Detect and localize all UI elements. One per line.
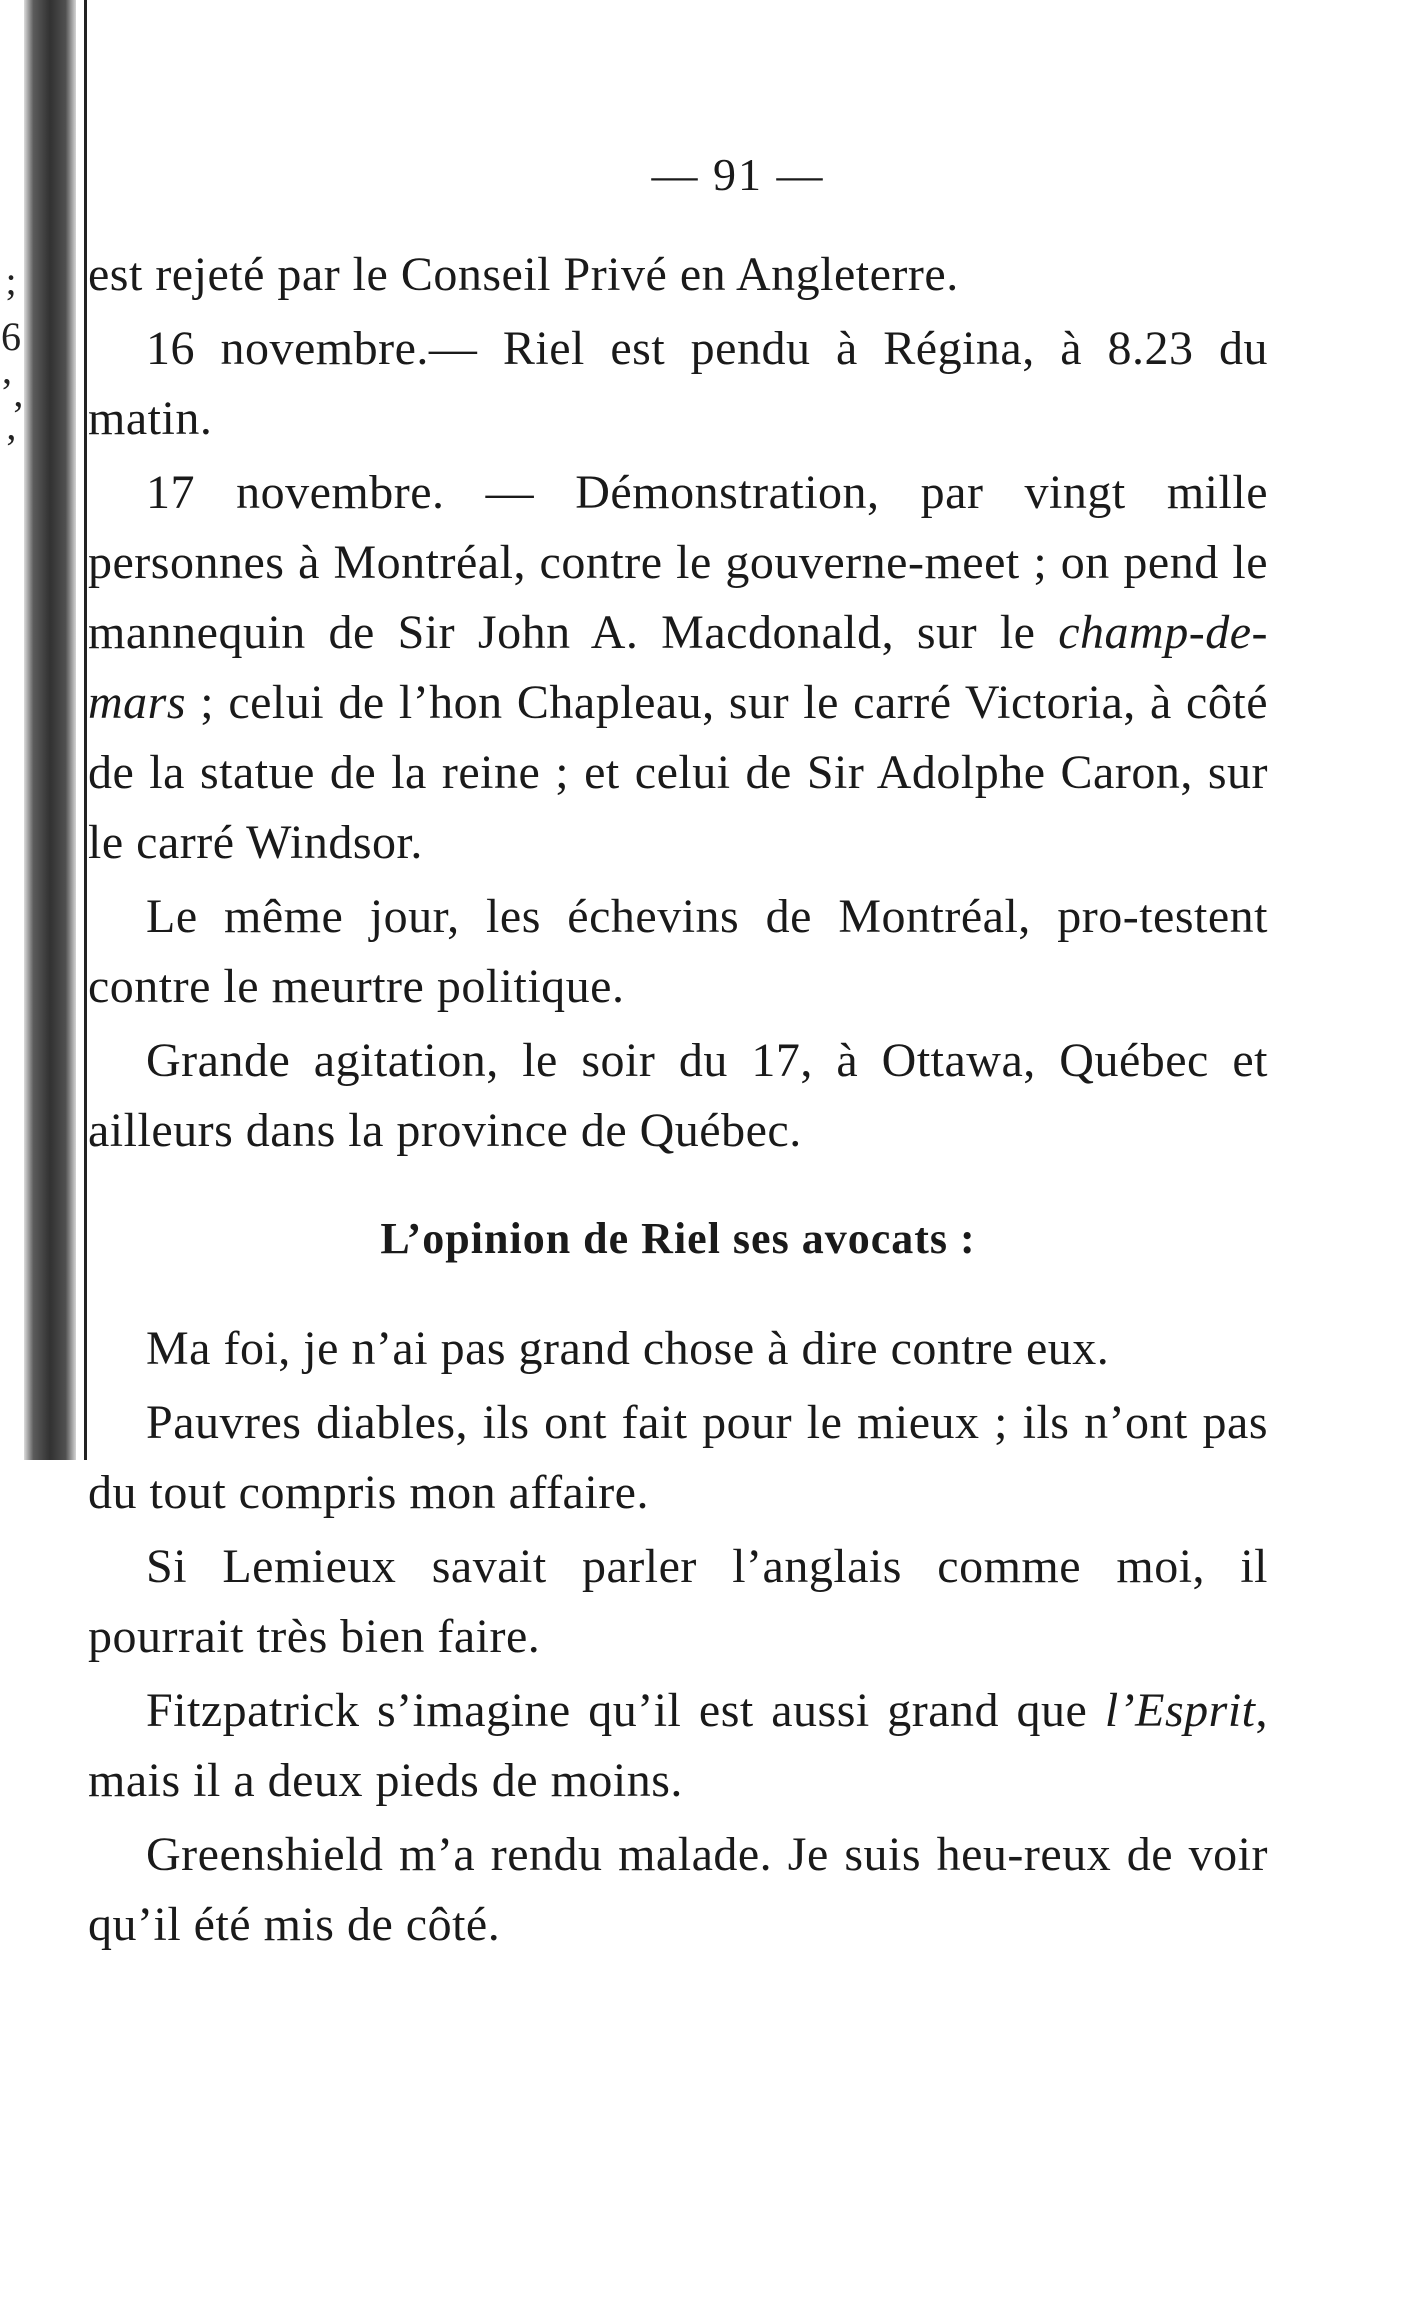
binding-edge-line [84, 0, 87, 1460]
section-heading: L’opinion de Riel ses avocats : [380, 1214, 976, 1263]
paragraph: Le même jour, les échevins de Montréal, pro-testent contre le meurtre politique. [88, 890, 1268, 1013]
paragraph: 16 novembre.— Riel est pendu à Régina, à 8.23 du matin. [88, 322, 1268, 445]
paragraph: Pauvres diables, ils ont fait pour le mieux ; ils n’ont pas du tout compris mon affaire. [88, 1396, 1268, 1519]
paragraph-text: 17 novembre. — Démonstration, par vingt mille personnes à Montréal, contre le gouverne-meet ; on pend le mannequin de Sir John A. Macdonald, sur le [88, 466, 1268, 659]
edge-marks [0, 250, 22, 474]
paragraph [88, 458, 1268, 878]
paragraph: Ma foi, je n’ai pas grand chose à dire contre eux. [146, 1322, 1110, 1375]
paragraph-text: ; celui de l’hon Chapleau, sur le carré Victoria, à côté de la statue de la reine ; et celui de Sir Adolphe Caron, sur le carré Windsor. [88, 676, 1268, 869]
edge-mark: 6 [1, 314, 21, 359]
edge-mark: ʼ, [0, 370, 24, 415]
paragraph-text: , mais il a deux pieds de moins. [88, 1684, 1268, 1807]
paragraph [88, 1676, 1268, 1816]
paragraph: Greenshield m’a rendu malade. Je suis heu-reux de voir qu’il été mis de côté. [88, 1828, 1268, 1951]
paragraph-text: Fitzpatrick s’imagine qu’il est aussi grand que [146, 1684, 1105, 1737]
page-content [88, 140, 1268, 1960]
edge-mark: ; [5, 258, 17, 303]
paragraph: Si Lemieux savait parler l’anglais comme moi, il pourrait très bien faire. [88, 1540, 1268, 1663]
italic-term: champ-de-mars [88, 606, 1268, 729]
italic-term: l’Esprit [1104, 1684, 1256, 1737]
page-number: — 91 — [651, 149, 825, 200]
book-binding-shadow [24, 0, 76, 1460]
paragraph: est rejeté par le Conseil Privé en Angleterre. [88, 248, 959, 301]
paragraph: Grande agitation, le soir du 17, à Ottawa, Québec et ailleurs dans la province de Québec. [88, 1034, 1268, 1157]
edge-mark: ʼ [4, 426, 18, 471]
